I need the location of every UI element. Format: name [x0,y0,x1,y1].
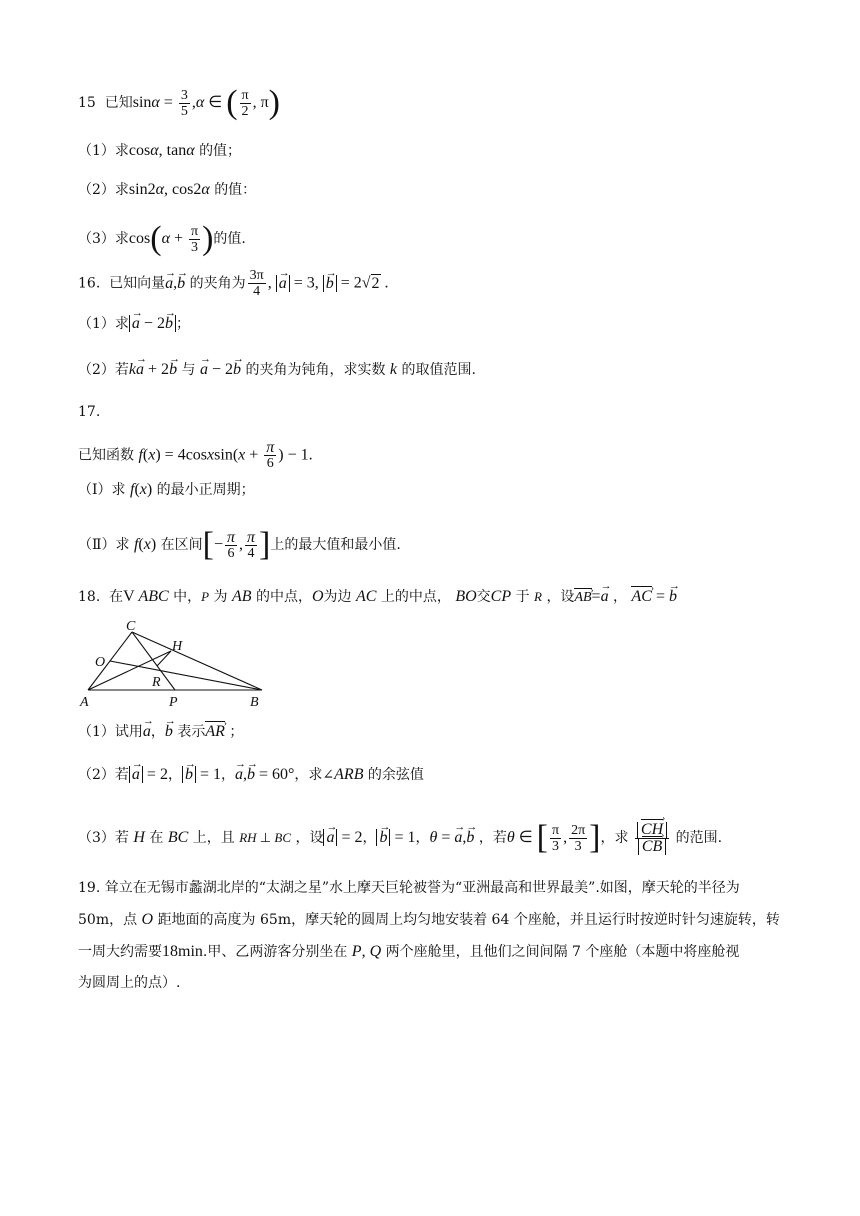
figure-label-a: A [80,695,89,710]
q16-stem: 16. 已知向量→ a,→ b 的夹角为 $\frac{3\pi}{4}$ , → a = 3, → b = 2√2 . [78,268,389,299]
figure-label-b: B [250,695,259,710]
q15-sub1: （1）求cosα, tanα 的值； [78,142,242,159]
q15-stem: 15 已知sinα = $\frac{3}{5}$ ,α ∈ ( $\frac{\pi}{2}$ , π) [78,84,280,121]
triangle-figure [76,616,276,712]
q17-sub2: （Ⅱ）求 f(x) 在区间[− $\frac{\pi}{6}$ , $\frac{\pi}{4}$ ]上的最大值和最小值. [78,526,401,563]
q17-stem: 已知函数 f(x) = 4cosxsin(x + $\frac{\pi}{6}$ ) − 1. [78,439,313,471]
figure-label-c: C [126,619,136,634]
q16-sub2: （2）若k→ a + 2→ b 与 → a − 2→ b 的夹角为钝角，求实数 k 的取值范围. [78,360,476,380]
q15-sub2: （2）求sin2α, cos2α 的值： [78,181,257,198]
q16-sub1: （1）求→ a − 2→ b ； [78,314,190,334]
q19-text: 19. 耸立在无锡市蠡湖北岸的“太湖之星”水上摩天巨轮被誉为“亚洲最高和世界最美”.如图，摩天轮的半径为 50m，点 O 距地面的高度为 65m，摩天轮的圆周上均匀地安装着 64 个座舱，并且运行时按逆时针匀速旋转，转 一周大约需要18min.甲、乙两游客分别坐在 P, Q 两个座舱里，且他们之间间隔 7 个座舱（本题中将座舱视 为圆周上的点）. [78,880,780,991]
figure-label-o: O [95,655,106,670]
q18-stem: 18. 在V ABC 中，P 为 AB 的中点，O为边 AC 上的中点， BO交CP 于 R ，设AB ›=→ a ， AC › = → b [78,587,677,608]
q15-sub3: （3）求cos(α + $\frac{\pi}{3}$ )的值. [78,220,246,257]
q18-sub1: （1）试用→ a，→ b 表示AR › ； [78,722,243,742]
q18-sub3: （3）若 H 在 BC 上，且 RH ⊥ BC ，设→ a = 2，→ b = 1，θ = → a,→ b ，若θ ∈ [ $\frac{\pi}{3}$ , $\frac{2\pi}{3}$ ]，求 $\frac{CH ›}{CB}$ › 的范围. [78,821,722,855]
figure-label-r: R [152,675,161,690]
q18-sub2: （2）若→ a = 2，→ b = 1，→ a,→ b = 60°，求∠ARB 的余弦值 [78,765,424,785]
q17-sub1: （Ⅰ）求 f(x) 的最小正周期； [78,481,255,498]
figure-label-p: P [169,695,178,710]
figure-label-h: H [172,639,183,654]
q17-number: 17. [78,404,101,420]
